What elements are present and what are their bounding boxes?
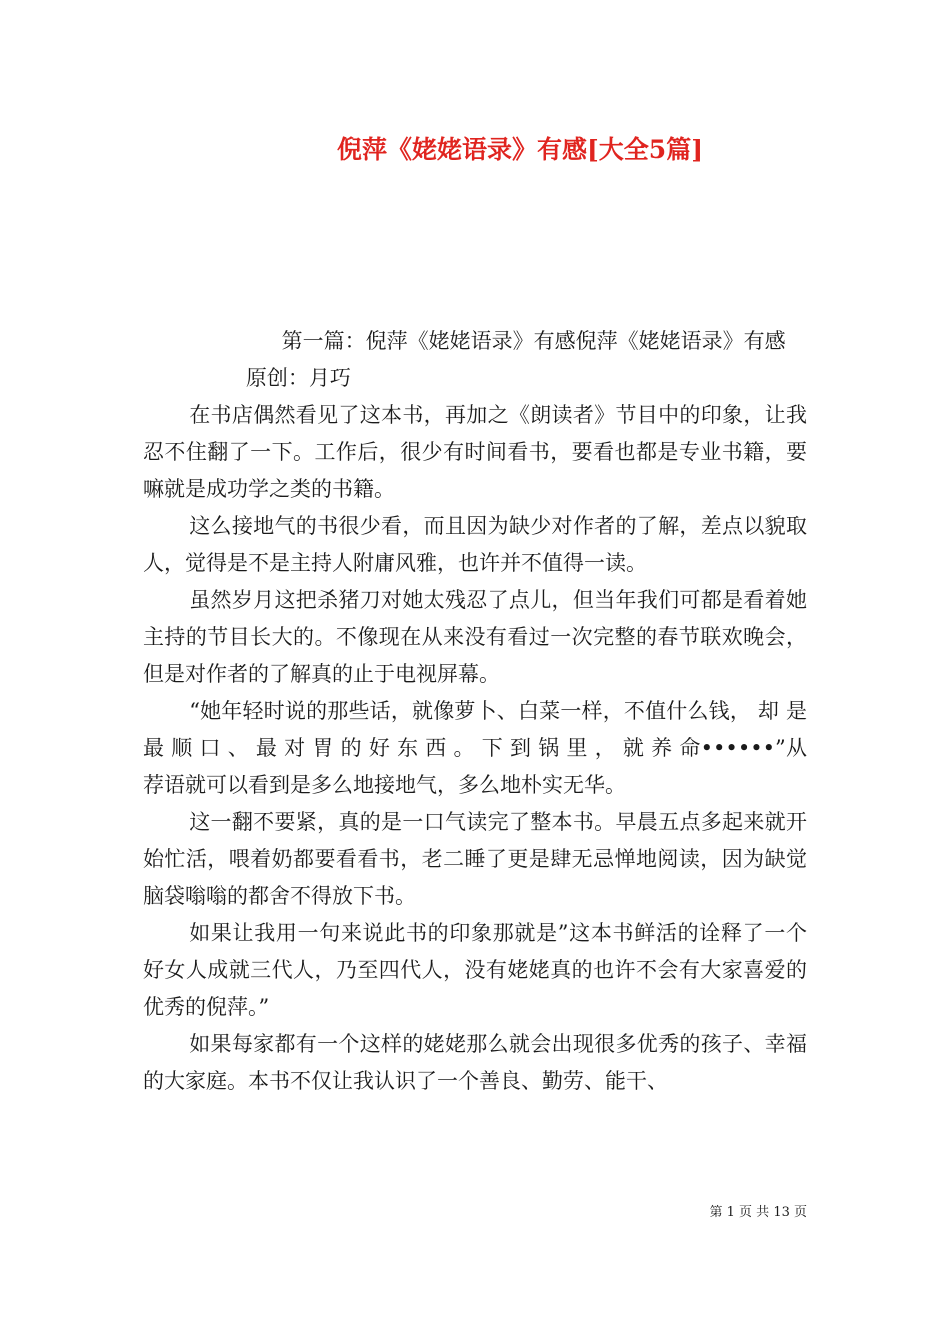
body-paragraph-4: “她年轻时说的那些话，就像萝卜、白菜一样，不值什么钱， 却 是 最 顺 口 、 最 对 胃 的 好 东 西 。 下 到 锅 里 ， 就 养 命••••••”从荐语就可以看到是多么地接地气，多么地朴实无华。 (143, 699, 807, 797)
body-paragraph-2: 这么接地气的书很少看，而且因为缺少对作者的了解，差点以貌取人，觉得是不是主持人附庸风雅，也许并不值得一读。 (143, 514, 807, 575)
body-paragraph-7: 如果每家都有一个这样的姥姥那么就会出现很多优秀的孩子、幸福的大家庭。本书不仅让我认识了一个善良、勤劳、能干、 (143, 1032, 807, 1093)
body-paragraph-5: 这一翻不要紧，真的是一口气读完了整本书。早晨五点多起来就开始忙活，喂着奶都要看看书，老二睡了更是肆无忌惮地阅读，因为缺觉脑袋嗡嗡的都舍不得放下书。 (143, 810, 807, 908)
body-paragraph-6: 如果让我用一句来说此书的印象那就是”这本书鲜活的诠释了一个好女人成就三代人，乃至四代人，没有姥姥真的也许不会有大家喜爱的优秀的倪萍。” (143, 921, 807, 1019)
body-paragraph-1: 在书店偶然看见了这本书，再加之《朗读者》节目中的印象，让我忍不住翻了一下。工作后，很少有时间看书，要看也都是专业书籍，要嘛就是成功学之类的书籍。 (143, 403, 807, 501)
body-paragraph-3: 虽然岁月这把杀猪刀对她太残忍了点儿，但当年我们可都是看着她主持的节目长大的。不像现在从来没有看过一次完整的春节联欢晚会，但是对作者的了解真的止于电视屏幕。 (143, 588, 807, 686)
section-heading: 第一篇：倪萍《姥姥语录》有感倪萍《姥姥语录》有感 (281, 329, 786, 353)
document-title: 倪萍《姥姥语录》有感[大全5篇] (336, 135, 704, 164)
document-body (143, 323, 807, 1100)
author-byline: 原创：月巧 (245, 366, 351, 390)
page-number: 第 1 页 共 13 页 (709, 1205, 807, 1220)
